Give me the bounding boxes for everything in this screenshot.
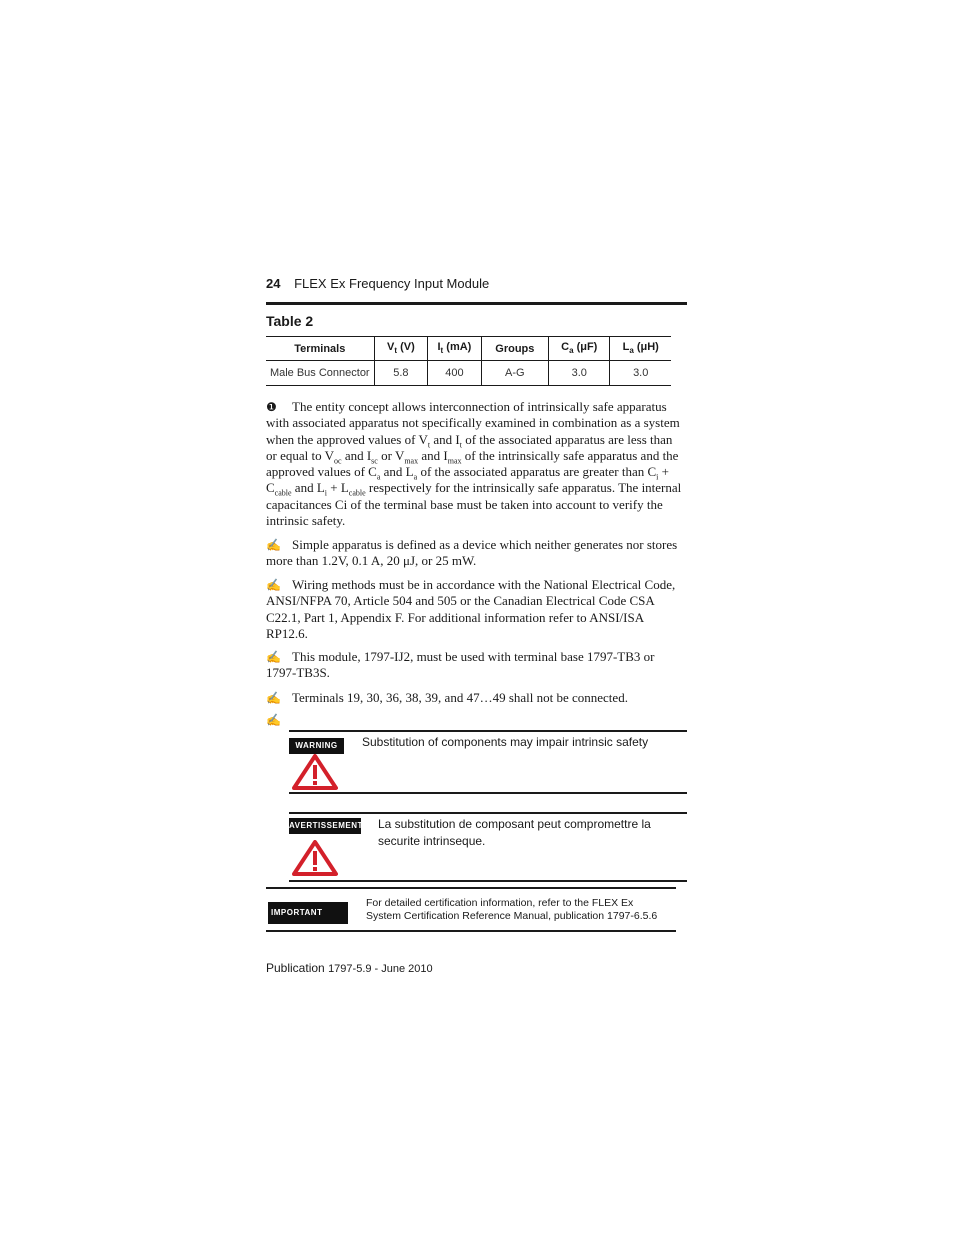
table-title: Table 2: [266, 313, 314, 329]
table-cell: 5.8: [374, 361, 428, 386]
note-wiring-methods: ✍ Wiring methods must be in accordance with the National Electrical Code, ANSI/NFPA 70, Article 504 and 505 or the Canadian Electrical Code CSA C22.1, Part 1, Appendix F. For additional information refer to ANSI/ISA RP12.6.: [266, 577, 676, 641]
col-terminals: Terminals: [266, 337, 374, 361]
note-empty: [266, 712, 686, 728]
avertissement-text: La substitution de composant peut compromettre la securite intrinseque.: [378, 817, 651, 848]
table-row: [266, 361, 671, 386]
page-number: 24: [266, 276, 281, 291]
note-marker-icon: ❶: [266, 400, 277, 414]
table-cell: 400: [428, 361, 481, 386]
writing-hand-icon: ✍: [266, 578, 281, 592]
certification-table: [266, 336, 671, 386]
important-notice: [266, 887, 676, 932]
col-groups: Groups: [481, 337, 548, 361]
page-footer: [266, 961, 433, 975]
note-terminals-not-connected: ✍ Terminals 19, 30, 36, 38, 39, and 47…49 shall not be connected.: [266, 690, 628, 705]
col-la: $L_a$ (μH): [610, 337, 671, 361]
writing-hand-icon: ✍: [266, 713, 281, 727]
warning-triangle-icon: [292, 840, 338, 876]
col-it: $I_t$ (mA): [428, 337, 481, 361]
footer-label: Publication: [266, 961, 325, 975]
note-simple-apparatus: ✍ Simple apparatus is defined as a device which neither generates nor stores more than 1.2V, 0.1 A, 20 μJ, or 25 mW.: [266, 537, 678, 569]
writing-hand-icon: ✍: [266, 538, 281, 552]
important-badge: IMPORTANT: [268, 902, 348, 924]
warning-badge: WARNING: [289, 738, 344, 754]
important-text: For detailed certification information, refer to the FLEX Ex System Certification Reference Manual, publication 1797-6.5.6: [366, 897, 658, 922]
warning-triangle-icon: [292, 754, 338, 790]
table-cell: 3.0: [549, 361, 610, 386]
header-title: FLEX Ex Frequency Input Module: [294, 276, 490, 291]
note-entity-concept: ❶ The entity concept allows interconnection of intrinsically safe apparatus with associated apparatus not specifically examined in combination as a system when the approved values of $V_t$ and $I_t$ of the associated apparatus are less than or equal to $V_{oc}$ and $I_{sc}$ or $V_{max}$ and $I_{max}$ of the intrinsically safe apparatus and the approved values of $C_a$ and $L_a$ of the associated apparatus are greater than $C_i + C_{cable}$ and $L_i + L_{cable}$ respectively for the intrinsically safe apparatus. The internal capacitances Ci of the terminal base must be taken into account to verify the intrinsic safety.: [266, 399, 682, 529]
col-ca: $C_a$ (μF): [549, 337, 610, 361]
table-cell: Male Bus Connector: [266, 361, 374, 386]
writing-hand-icon: ✍: [266, 650, 281, 664]
avertissement-badge: AVERTISSEMENT: [289, 818, 361, 834]
avertissement-notice: [289, 812, 687, 882]
warning-notice: [289, 730, 687, 794]
table-cell: A-G: [481, 361, 548, 386]
col-vt: $V_t$ (V): [374, 337, 428, 361]
publication-number: 1797-5.9 - June 2010: [328, 963, 433, 975]
table-cell: 3.0: [610, 361, 671, 386]
table-header-row: [266, 337, 671, 361]
note-terminal-base: ✍ This module, 1797-IJ2, must be used with terminal base 1797-TB3 or 1797-TB3S.: [266, 649, 655, 681]
warning-text: Substitution of components may impair intrinsic safety: [362, 735, 649, 749]
writing-hand-icon: ✍: [266, 691, 281, 705]
page-header: [266, 276, 687, 305]
